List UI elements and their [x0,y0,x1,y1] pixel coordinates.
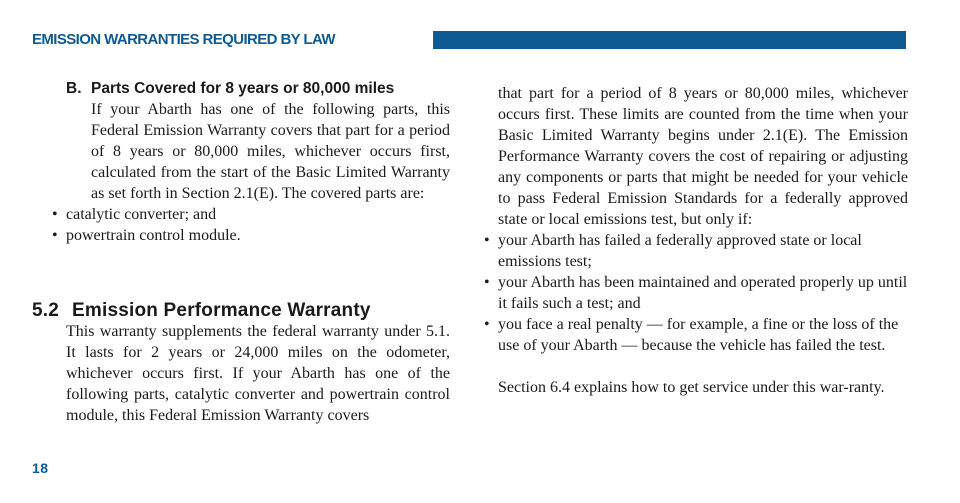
subsection-letter: B. [66,80,82,97]
section-number: 5.2 [32,300,60,321]
right-column-body: that part for a period of 8 years or 80,000 miles, whichever occurs first. These limits are counted from the time when your Basic Limited Warranty begins under 2.1(E). The Emission Performance Warranty covers the cost of repairing or adjusting any components or parts that might be needed for your vehicle to pass Federal Emission Standards for a federally approved state or local emissions test, but only if: [498,85,908,228]
list-item: • your Abarth has failed a federally approved state or local emissions test; [498,230,908,272]
subsection-b-heading [66,79,450,99]
covered-parts-list [66,204,450,246]
header-accent-bar [433,31,906,49]
conditions-list [498,230,908,356]
list-item: • you face a real penalty — for example, a fine or the loss of the use of your Abarth — because the vehicle has failed the test. [498,314,908,356]
left-column [66,79,450,246]
right-column [498,83,908,398]
list-item: • catalytic converter; and [66,204,450,225]
section-title: Emission Performance Warranty [72,300,371,321]
list-item: • powertrain control module. [66,225,450,246]
page-header-title: EMISSION WARRANTIES REQUIRED BY LAW [32,31,335,48]
right-column-closing: Section 6.4 explains how to get service under this war-ranty. [498,379,885,396]
section-5-2-heading [32,300,371,322]
page-number: 18 [32,460,49,476]
section-5-2-body: This warranty supplements the federal warranty under 5.1. It lasts for 2 years or 24,000 miles on the odometer, whichever occurs first. If your Abarth has one of the following parts, catalytic converter and powertrain control module, this Federal Emission Warranty covers [66,323,450,424]
subsection-title: Parts Covered for 8 years or 80,000 miles [91,80,395,97]
subsection-b-body: If your Abarth has one of the following parts, this Federal Emission Warranty covers that part for a period of 8 years or 80,000 miles, whichever occurs first, calculated from the start of the Basic Limited Warranty as set forth in Section 2.1(E). The covered parts are: [91,101,450,202]
list-item: • your Abarth has been maintained and operated properly up until it fails such a test; and [498,272,908,314]
section-5-2-body-container [66,321,450,426]
